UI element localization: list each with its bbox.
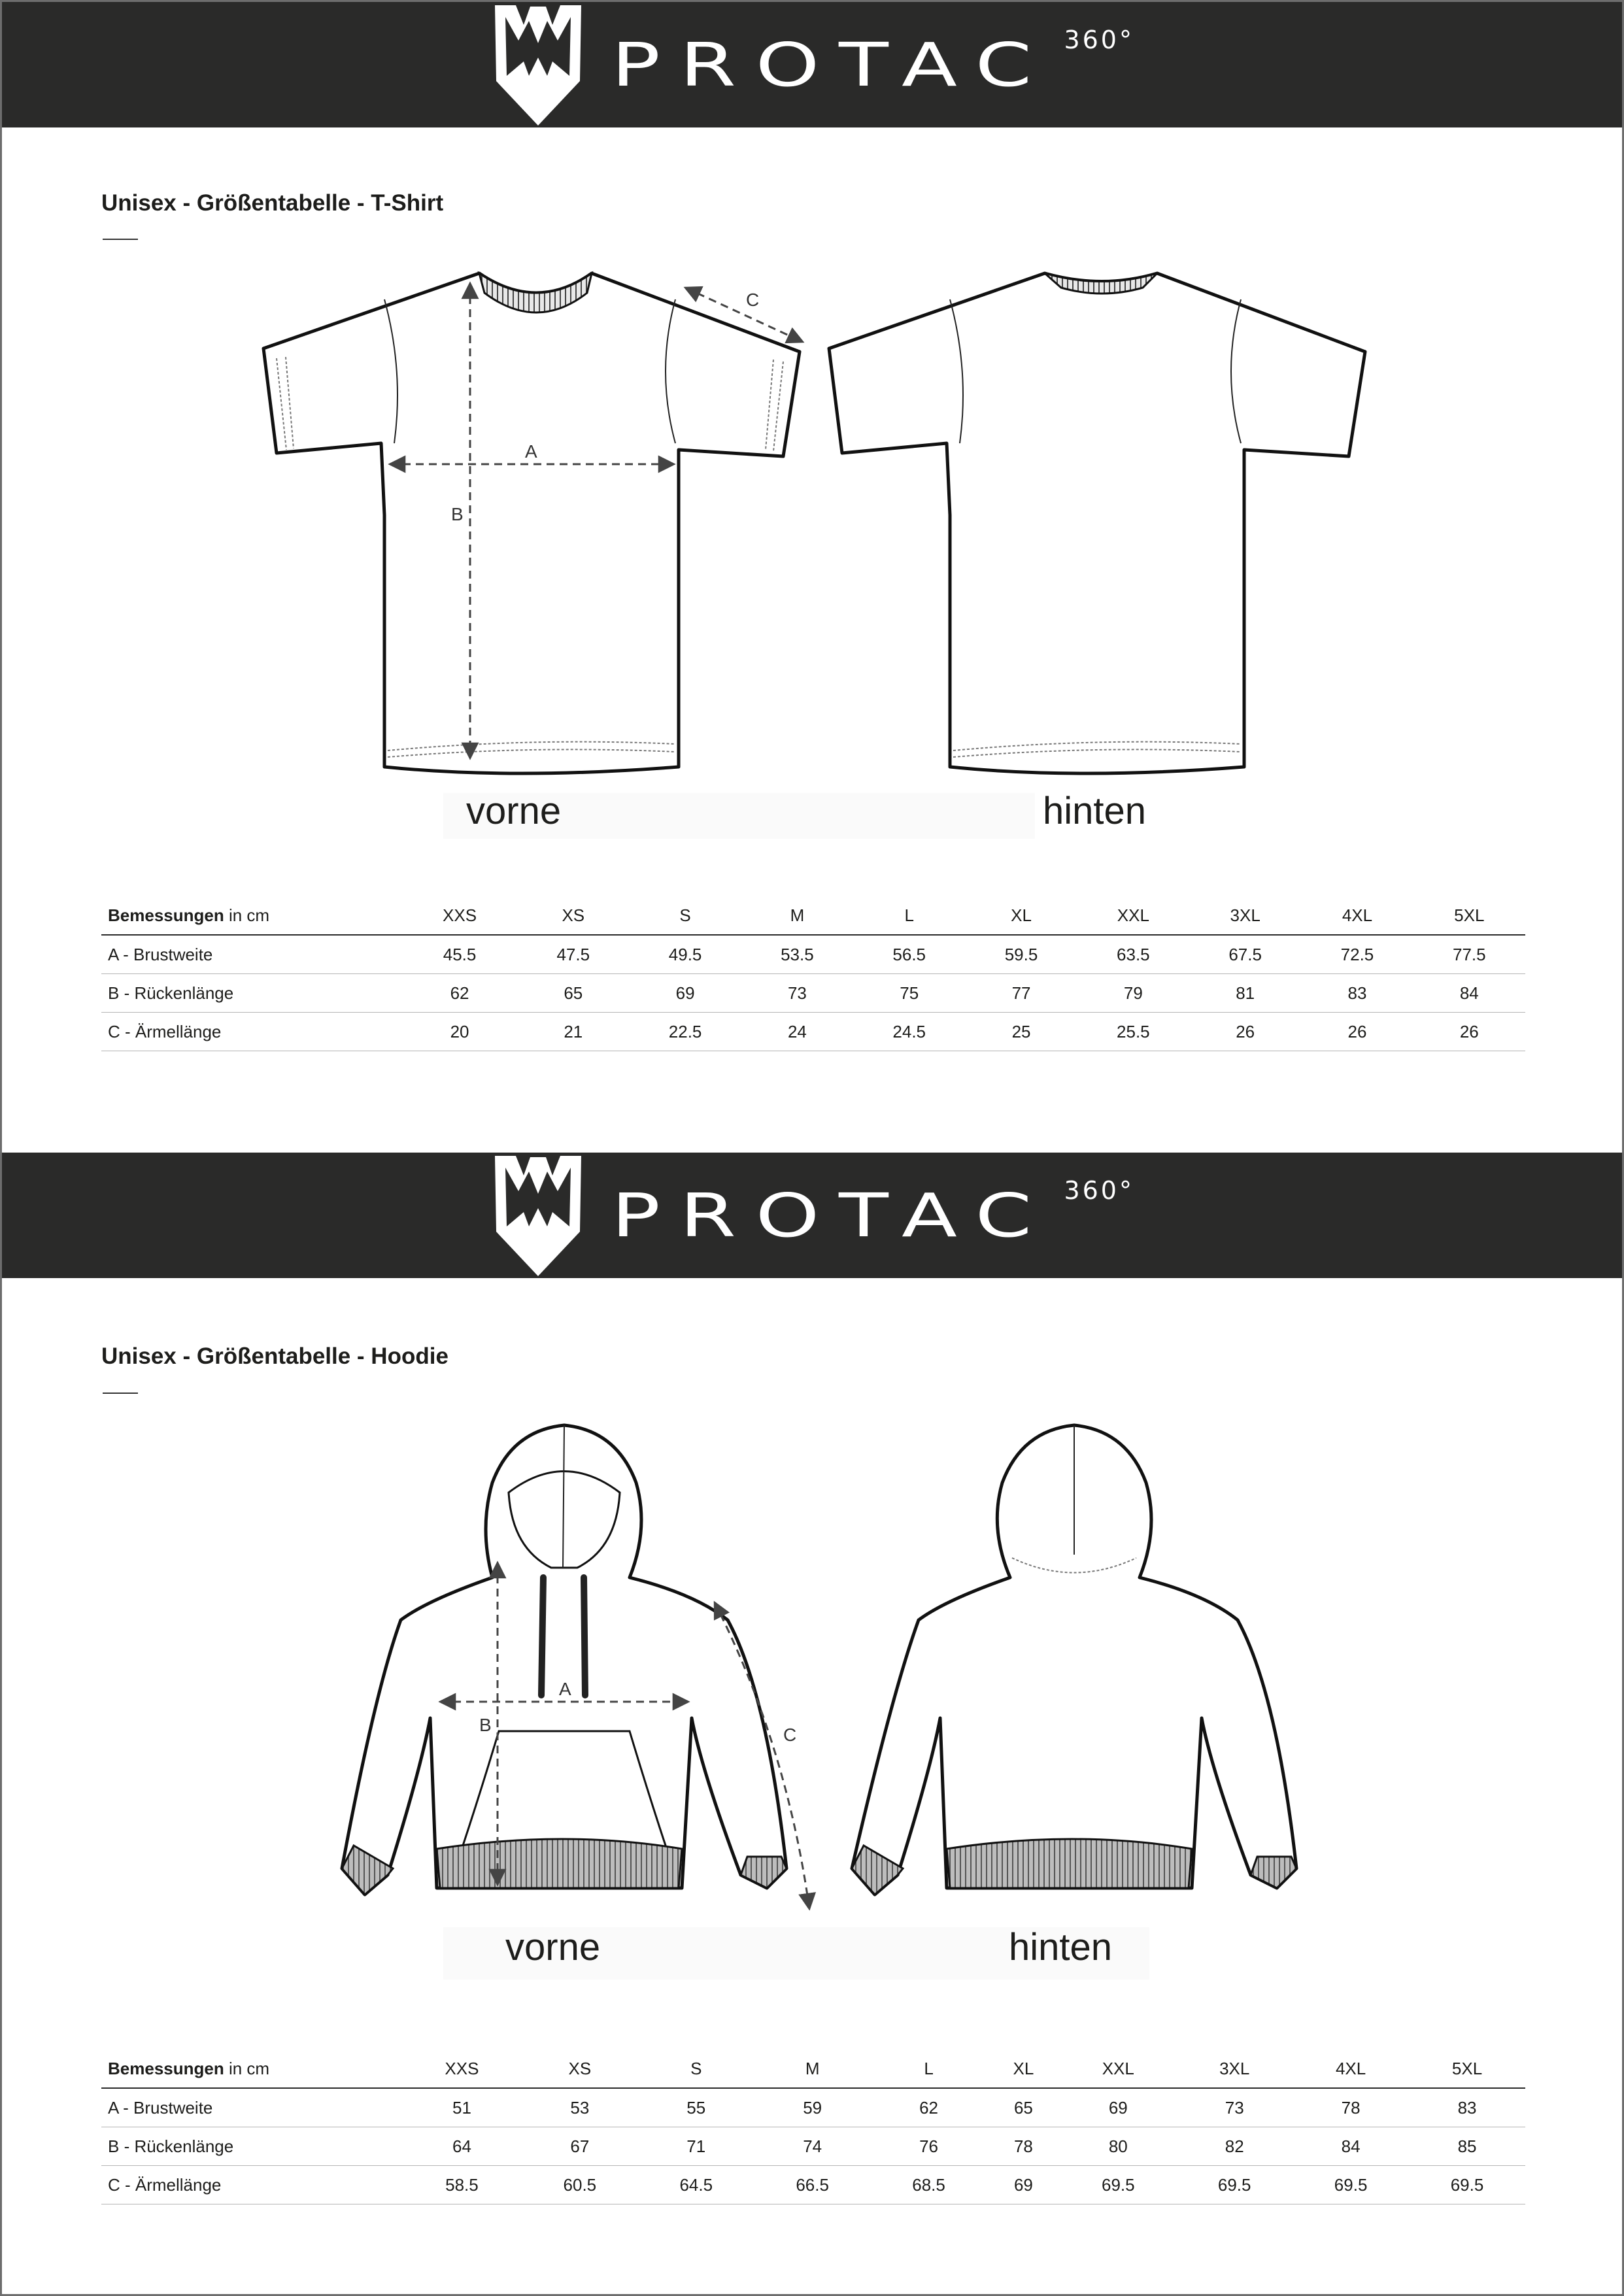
brand-logo xyxy=(490,3,1134,127)
table-cell: 26 xyxy=(1347,1021,1367,1041)
row-label: C - Ärmellänge xyxy=(108,1021,222,1041)
table-cell: 65 xyxy=(564,983,583,1003)
table-cell: 56.5 xyxy=(892,944,926,964)
tshirt-illustration xyxy=(250,260,1381,783)
table-cell: 63.5 xyxy=(1117,944,1150,964)
table-cell: 71 xyxy=(686,2136,706,2156)
table-cell: 69 xyxy=(1013,2174,1033,2195)
size-header: XS xyxy=(568,2058,592,2078)
table-cell: 78 xyxy=(1013,2136,1033,2156)
row-label: C - Ärmellänge xyxy=(108,2174,222,2195)
table-cell: 25 xyxy=(1011,1021,1031,1041)
size-header: S xyxy=(690,2058,702,2078)
table-cell: 85 xyxy=(1457,2136,1477,2156)
size-header: L xyxy=(904,905,914,925)
table-cell: 83 xyxy=(1347,983,1367,1003)
view-label-back-tshirt: hinten xyxy=(1043,790,1147,832)
size-header: XS xyxy=(562,905,585,925)
size-header: 4XL xyxy=(1342,905,1373,925)
view-label-front-hoodie: vorne xyxy=(505,1926,601,1968)
table-cell: 64 xyxy=(452,2136,471,2156)
table-cell: 60.5 xyxy=(563,2174,597,2195)
table-cell: 83 xyxy=(1457,2097,1477,2118)
table-row xyxy=(101,935,1525,974)
title-underline xyxy=(103,239,138,240)
table-cell: 59.5 xyxy=(1004,944,1038,964)
table-row xyxy=(101,2127,1525,2166)
table-header-row xyxy=(101,2050,1525,2088)
marker-a-hoodie: A xyxy=(559,1679,571,1699)
table-cell: 69.5 xyxy=(1101,2174,1135,2195)
table-cell: 69 xyxy=(675,983,695,1003)
section-title-hoodie: Unisex - Größentabelle - Hoodie xyxy=(101,1343,448,1369)
table-cell: 47.5 xyxy=(556,944,590,964)
tshirt-front xyxy=(263,273,803,773)
size-header: S xyxy=(679,905,691,925)
table-cell: 79 xyxy=(1123,983,1143,1003)
brand-header xyxy=(2,2,1622,127)
size-header: L xyxy=(924,2058,934,2078)
table-row xyxy=(101,2088,1525,2127)
eagle-shield-icon xyxy=(490,1153,586,1277)
table-cell: 53 xyxy=(570,2097,590,2118)
table-cell: 69.5 xyxy=(1217,2174,1251,2195)
row-label: A - Brustweite xyxy=(108,2097,213,2118)
table-cell: 82 xyxy=(1225,2136,1244,2156)
row-label: B - Rückenlänge xyxy=(108,2136,234,2156)
size-header: XL xyxy=(1013,2058,1034,2078)
table-cell: 68.5 xyxy=(912,2174,945,2195)
size-table-tshirt xyxy=(101,896,1525,1051)
marker-b-hoodie: B xyxy=(479,1715,492,1735)
table-cell: 45.5 xyxy=(443,944,477,964)
section-title-tshirt: Unisex - Größentabelle - T-Shirt xyxy=(101,190,444,216)
table-cell: 69.5 xyxy=(1450,2174,1484,2195)
table-cell: 65 xyxy=(1013,2097,1033,2118)
row-label: B - Rückenlänge xyxy=(108,983,234,1003)
table-cell: 84 xyxy=(1341,2136,1361,2156)
table-cell: 69.5 xyxy=(1334,2174,1368,2195)
table-cell: 78 xyxy=(1341,2097,1361,2118)
table-cell: 75 xyxy=(900,983,919,1003)
size-header: 5XL xyxy=(1451,2058,1483,2078)
table-row xyxy=(101,2166,1525,2204)
table-cell: 49.5 xyxy=(668,944,702,964)
table-cell: 20 xyxy=(450,1021,469,1041)
table-cell: 73 xyxy=(787,983,807,1003)
table-cell: 64.5 xyxy=(679,2174,713,2195)
size-header: XXS xyxy=(445,2058,479,2078)
hoodie-front xyxy=(342,1425,809,1909)
size-header: XXL xyxy=(1117,905,1149,925)
hoodie-illustration xyxy=(316,1417,1323,1934)
view-label-back-hoodie: hinten xyxy=(1009,1926,1113,1968)
table-cell: 67.5 xyxy=(1228,944,1262,964)
eagle-shield-icon xyxy=(490,3,586,127)
table-header-label: Bemessungen in cm xyxy=(108,2058,270,2078)
table-cell: 67 xyxy=(570,2136,590,2156)
table-cell: 51 xyxy=(452,2097,471,2118)
size-header: XL xyxy=(1011,905,1032,925)
table-cell: 73 xyxy=(1225,2097,1244,2118)
table-cell: 26 xyxy=(1459,1021,1479,1041)
row-label: A - Brustweite xyxy=(108,944,213,964)
table-cell: 22.5 xyxy=(668,1021,702,1041)
table-cell: 62 xyxy=(450,983,469,1003)
size-header: XXL xyxy=(1102,2058,1134,2078)
view-label-front-tshirt: vorne xyxy=(466,790,562,832)
brand-name: PROTAC xyxy=(611,29,1051,100)
table-cell: 84 xyxy=(1459,983,1479,1003)
size-table-hoodie xyxy=(101,2050,1525,2204)
hoodie-back xyxy=(852,1425,1296,1895)
tshirt-back xyxy=(829,273,1365,773)
marker-c-tshirt: C xyxy=(746,290,760,310)
size-header: 3XL xyxy=(1230,905,1260,925)
brand-name: PROTAC xyxy=(611,1180,1051,1251)
marker-b-tshirt: B xyxy=(451,504,464,524)
brand-header xyxy=(2,1153,1622,1278)
table-row xyxy=(101,974,1525,1013)
size-header: XXS xyxy=(443,905,477,925)
table-cell: 77 xyxy=(1011,983,1031,1003)
table-cell: 55 xyxy=(686,2097,706,2118)
table-cell: 72.5 xyxy=(1340,944,1374,964)
table-cell: 62 xyxy=(919,2097,939,2118)
table-cell: 81 xyxy=(1236,983,1255,1003)
table-cell: 76 xyxy=(919,2136,939,2156)
brand-superscript: 360° xyxy=(1064,25,1134,54)
title-underline xyxy=(103,1393,138,1394)
table-cell: 24 xyxy=(787,1021,807,1041)
size-header: 3XL xyxy=(1219,2058,1250,2078)
table-cell: 59 xyxy=(803,2097,822,2118)
size-header: M xyxy=(805,2058,820,2078)
table-cell: 66.5 xyxy=(796,2174,829,2195)
table-header-row xyxy=(101,896,1525,935)
table-cell: 58.5 xyxy=(445,2174,479,2195)
brand-logo xyxy=(490,1153,1134,1277)
table-header-label: Bemessungen in cm xyxy=(108,905,270,925)
size-header: M xyxy=(790,905,805,925)
marker-c-hoodie: C xyxy=(783,1725,797,1745)
table-cell: 26 xyxy=(1236,1021,1255,1041)
table-cell: 21 xyxy=(564,1021,583,1041)
table-cell: 53.5 xyxy=(781,944,814,964)
brand-superscript: 360° xyxy=(1064,1176,1134,1205)
table-cell: 69 xyxy=(1108,2097,1128,2118)
table-row xyxy=(101,1013,1525,1051)
table-cell: 25.5 xyxy=(1117,1021,1150,1041)
size-header: 5XL xyxy=(1454,905,1485,925)
table-cell: 24.5 xyxy=(892,1021,926,1041)
size-header: 4XL xyxy=(1335,2058,1366,2078)
table-cell: 80 xyxy=(1108,2136,1128,2156)
table-cell: 74 xyxy=(803,2136,822,2156)
table-cell: 77.5 xyxy=(1453,944,1486,964)
marker-a-tshirt: A xyxy=(525,441,537,462)
